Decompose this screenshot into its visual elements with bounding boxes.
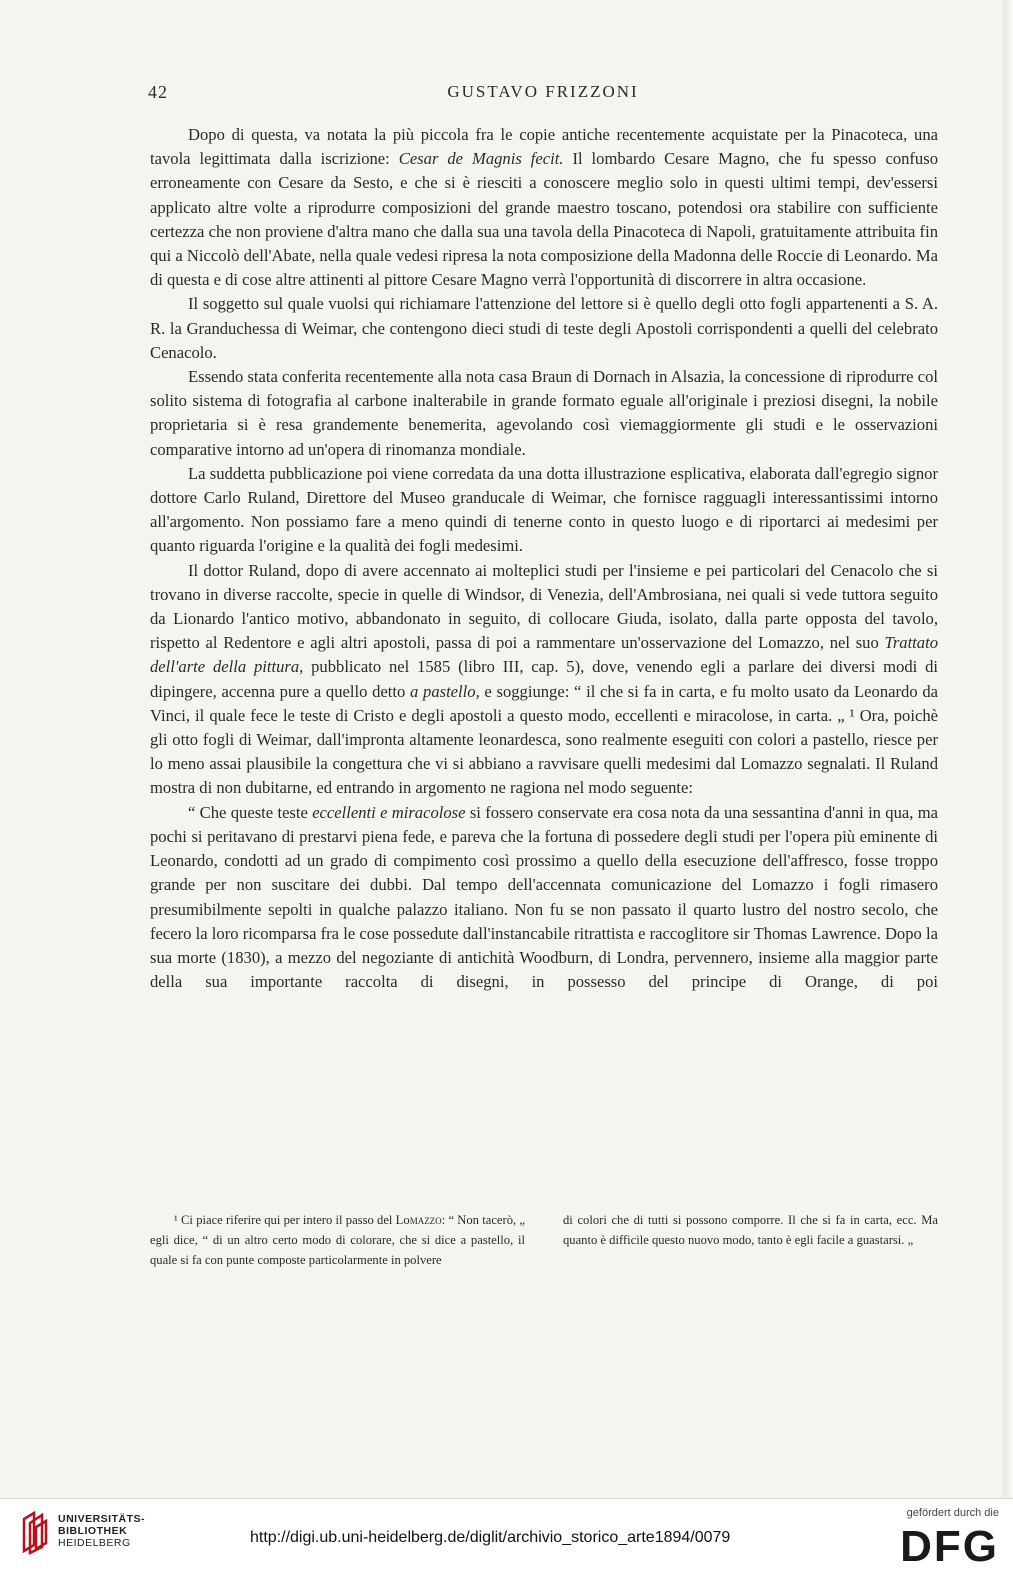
text-run: Il lombardo Cesare Magno, che fu spesso confuso erroneamente con Cesare da Sesto, e che si è riesciti a conoscere meglio solo in questi ultimi tempi, dev'essersi applicato altre volte a riprodurre composizioni del grande maestro toscano, potendosi ora stabilire con sufficiente certezza che non proviene d'altra mano che dalla sua una tavola della Pinacoteca di Napoli, gratuitamente attribuita fin qui a Niccolò dell'Abate, nella quale vedesi ripresa la nota composizione della Madonna delle Roccie di Leonardo. Ma di questa e di cose altre attinenti al pittore Cesare Magno verrà l'opportunità di discorrere in altra occasione. <box>150 149 938 290</box>
dfg-logo[interactable]: DFG <box>900 1522 999 1571</box>
italic-run: eccellenti e miracolose <box>312 802 466 822</box>
library-name-line: BIBLIOTHEK <box>58 1525 128 1537</box>
running-header <box>148 82 938 104</box>
digitization-footer <box>0 1498 1013 1592</box>
italic-run: Trattato dell'arte della pittura, <box>150 633 938 677</box>
paragraph <box>150 123 938 292</box>
funder-block <box>900 1507 999 1569</box>
italic-run: a pastello, <box>410 681 480 701</box>
text-run: ¹ Ci piace riferire qui per intero il passo del Lo <box>174 1213 410 1227</box>
running-title: GUSTAVO FRIZZONI <box>447 82 639 101</box>
small-caps-run: mazzo <box>409 1213 442 1227</box>
paragraph: Essendo stata conferita recentemente alla nota casa Braun di Dornach in Alsazia, la concessione di riprodurre col solito sistema di fotografia al carbone inalterabile in grande formato eguale all'originale i preziosi disegni, la nobile proprietaria si è resa grandemente benemerita, agevolando così viemaggiormente gli studi e le osservazioni comparative intorno ad un'opera di rinomanza mondiale. <box>150 367 938 459</box>
footnote-continued: di colori che di tutti si possono comporre. Il che si fa in carta, ecc. Ma quanto è difficile questo nuovo modo, tanto è egli facile a guastarsi. „ <box>563 1213 938 1247</box>
paragraph <box>150 801 938 995</box>
library-name-line: HEIDELBERG <box>58 1537 131 1549</box>
italic-run: Cesar de Magnis fecit. <box>398 149 564 169</box>
library-logo[interactable] <box>20 1509 145 1555</box>
text-run: Il dottor Ruland, dopo di avere accennato ai molteplici studi per l'insieme e pei particolari del Cenacolo che si trovano in diverse raccolte, specie in quelle di Windsor, di Venezia, dell'Ambrosiana, nei quali si vede tuttora seguito da Lionardo l'antico motivo, abbandonato in seguito, di collocare Giuda, isolato, dalla parte opposta del tavolo, rispetto al Redentore e agli altri apostoli, passa di poi a rammentare un'osservazione del Lomazzo, nel suo <box>150 560 938 653</box>
footnotes <box>150 1210 938 1270</box>
text-run: e soggiunge: “ il che si fa in carta, e fu molto usato da Leonardo da Vinci, il quale fece le teste di Cristo e degli apostoli a questo modo, eccellenti e miracolose, in carta. „ ¹ Ora, poichè gli otto fogli di Weimar, dall'impronta altamente leonardesca, sono realmente eseguiti con colori a pastello, riesce per lo meno assai plausibile la congettura che vi si abbiano a ravvisare quelli medesimi dal Lomazzo segnalati. Il Ruland mostra di non dubitarne, ed entrando in argomento ne ragiona nel modo seguente: <box>150 681 938 798</box>
article-body <box>150 123 938 994</box>
paragraph: Il soggetto sul quale vuolsi qui richiamare l'attenzione del lettore si è quello degli otto fogli appartenenti a S. A. R. la Granduchessa di Weimar, che contengono dieci studi di teste degli Apostoli corrispondenti a quelli del celebrato Cenacolo. <box>150 294 938 362</box>
library-emblem-icon <box>20 1509 50 1555</box>
text-run: “ Che queste teste <box>188 802 313 822</box>
library-name-line: UNIVERSITÄTS- <box>58 1513 146 1525</box>
text-run: pubblicato nel 1585 (libro III, cap. 5), dove, venendo egli a parlare dei diversi modi di dipingere, accenna pure a quello detto <box>150 657 938 701</box>
paragraph <box>150 559 938 801</box>
text-run: : “ Non tacerò, „ egli dice, “ di un altro certo modo di colorare, che si dice a pastello, il quale si fa con punte composte particolarmente in polvere <box>150 1213 525 1267</box>
page-number: 42 <box>148 82 168 102</box>
library-name <box>58 1513 145 1549</box>
footnote-column-right <box>563 1210 938 1270</box>
footnote <box>150 1210 525 1270</box>
paragraph: La suddetta pubblicazione poi viene corredata da una dotta illustrazione esplicativa, elaborata dall'egregio signor dottore Carlo Ruland, Direttore del Museo granducale di Weimar, che fornisce ragguagli interessantissimi intorno all'argomento. Non possiamo fare a meno quindi di tenerne conto in questo luogo e di riportarci ai medesimi per quanto riguarda l'origine e la qualità dei fogli medesimi. <box>150 463 938 556</box>
page-edge-shadow <box>1003 0 1013 1510</box>
text-run: si fossero conservate era cosa nota da una sessantina d'anni in qua, ma pochi si peritavano di prestarvi piena fede, e pareva che la fortuna di possedere degli studi per l'opera più eminente di Leonardo, condotti ad un grado di compimento così prossimo a quello della esecuzione dell'affresco, fosse troppo grande per non suscitare dei dubbi. Dal tempo dell'accennata comunicazione del Lomazzo i fogli rimasero presumibilmente sepolti in qualche palazzo italiano. Non fu se non passato il quarto lustro del nostro secolo, che fecero la loro ricomparsa fra le cose possedute dall'instancabile ritrattista e raccoglitore sir Thomas Lawrence. Dopo la sua morte (1830), a mezzo del negoziante di antichità Woodburn, di Londra, pervennero, insieme alla maggior parte della sua importante raccolta di disegni, in possesso del principe di Orange, di poi <box>150 802 938 992</box>
permalink-url[interactable]: http://digi.ub.uni-heidelberg.de/diglit/archivio_storico_arte1894/0079 <box>250 1529 731 1546</box>
footnote-column-left <box>150 1210 525 1270</box>
funded-by-label: gefördert durch die <box>906 1507 999 1519</box>
text-run: Dopo di questa, va notata la più piccola fra le copie antiche recentemente acquistate per la Pinacoteca, una tavola legittimata dalla iscrizione: <box>150 125 938 169</box>
